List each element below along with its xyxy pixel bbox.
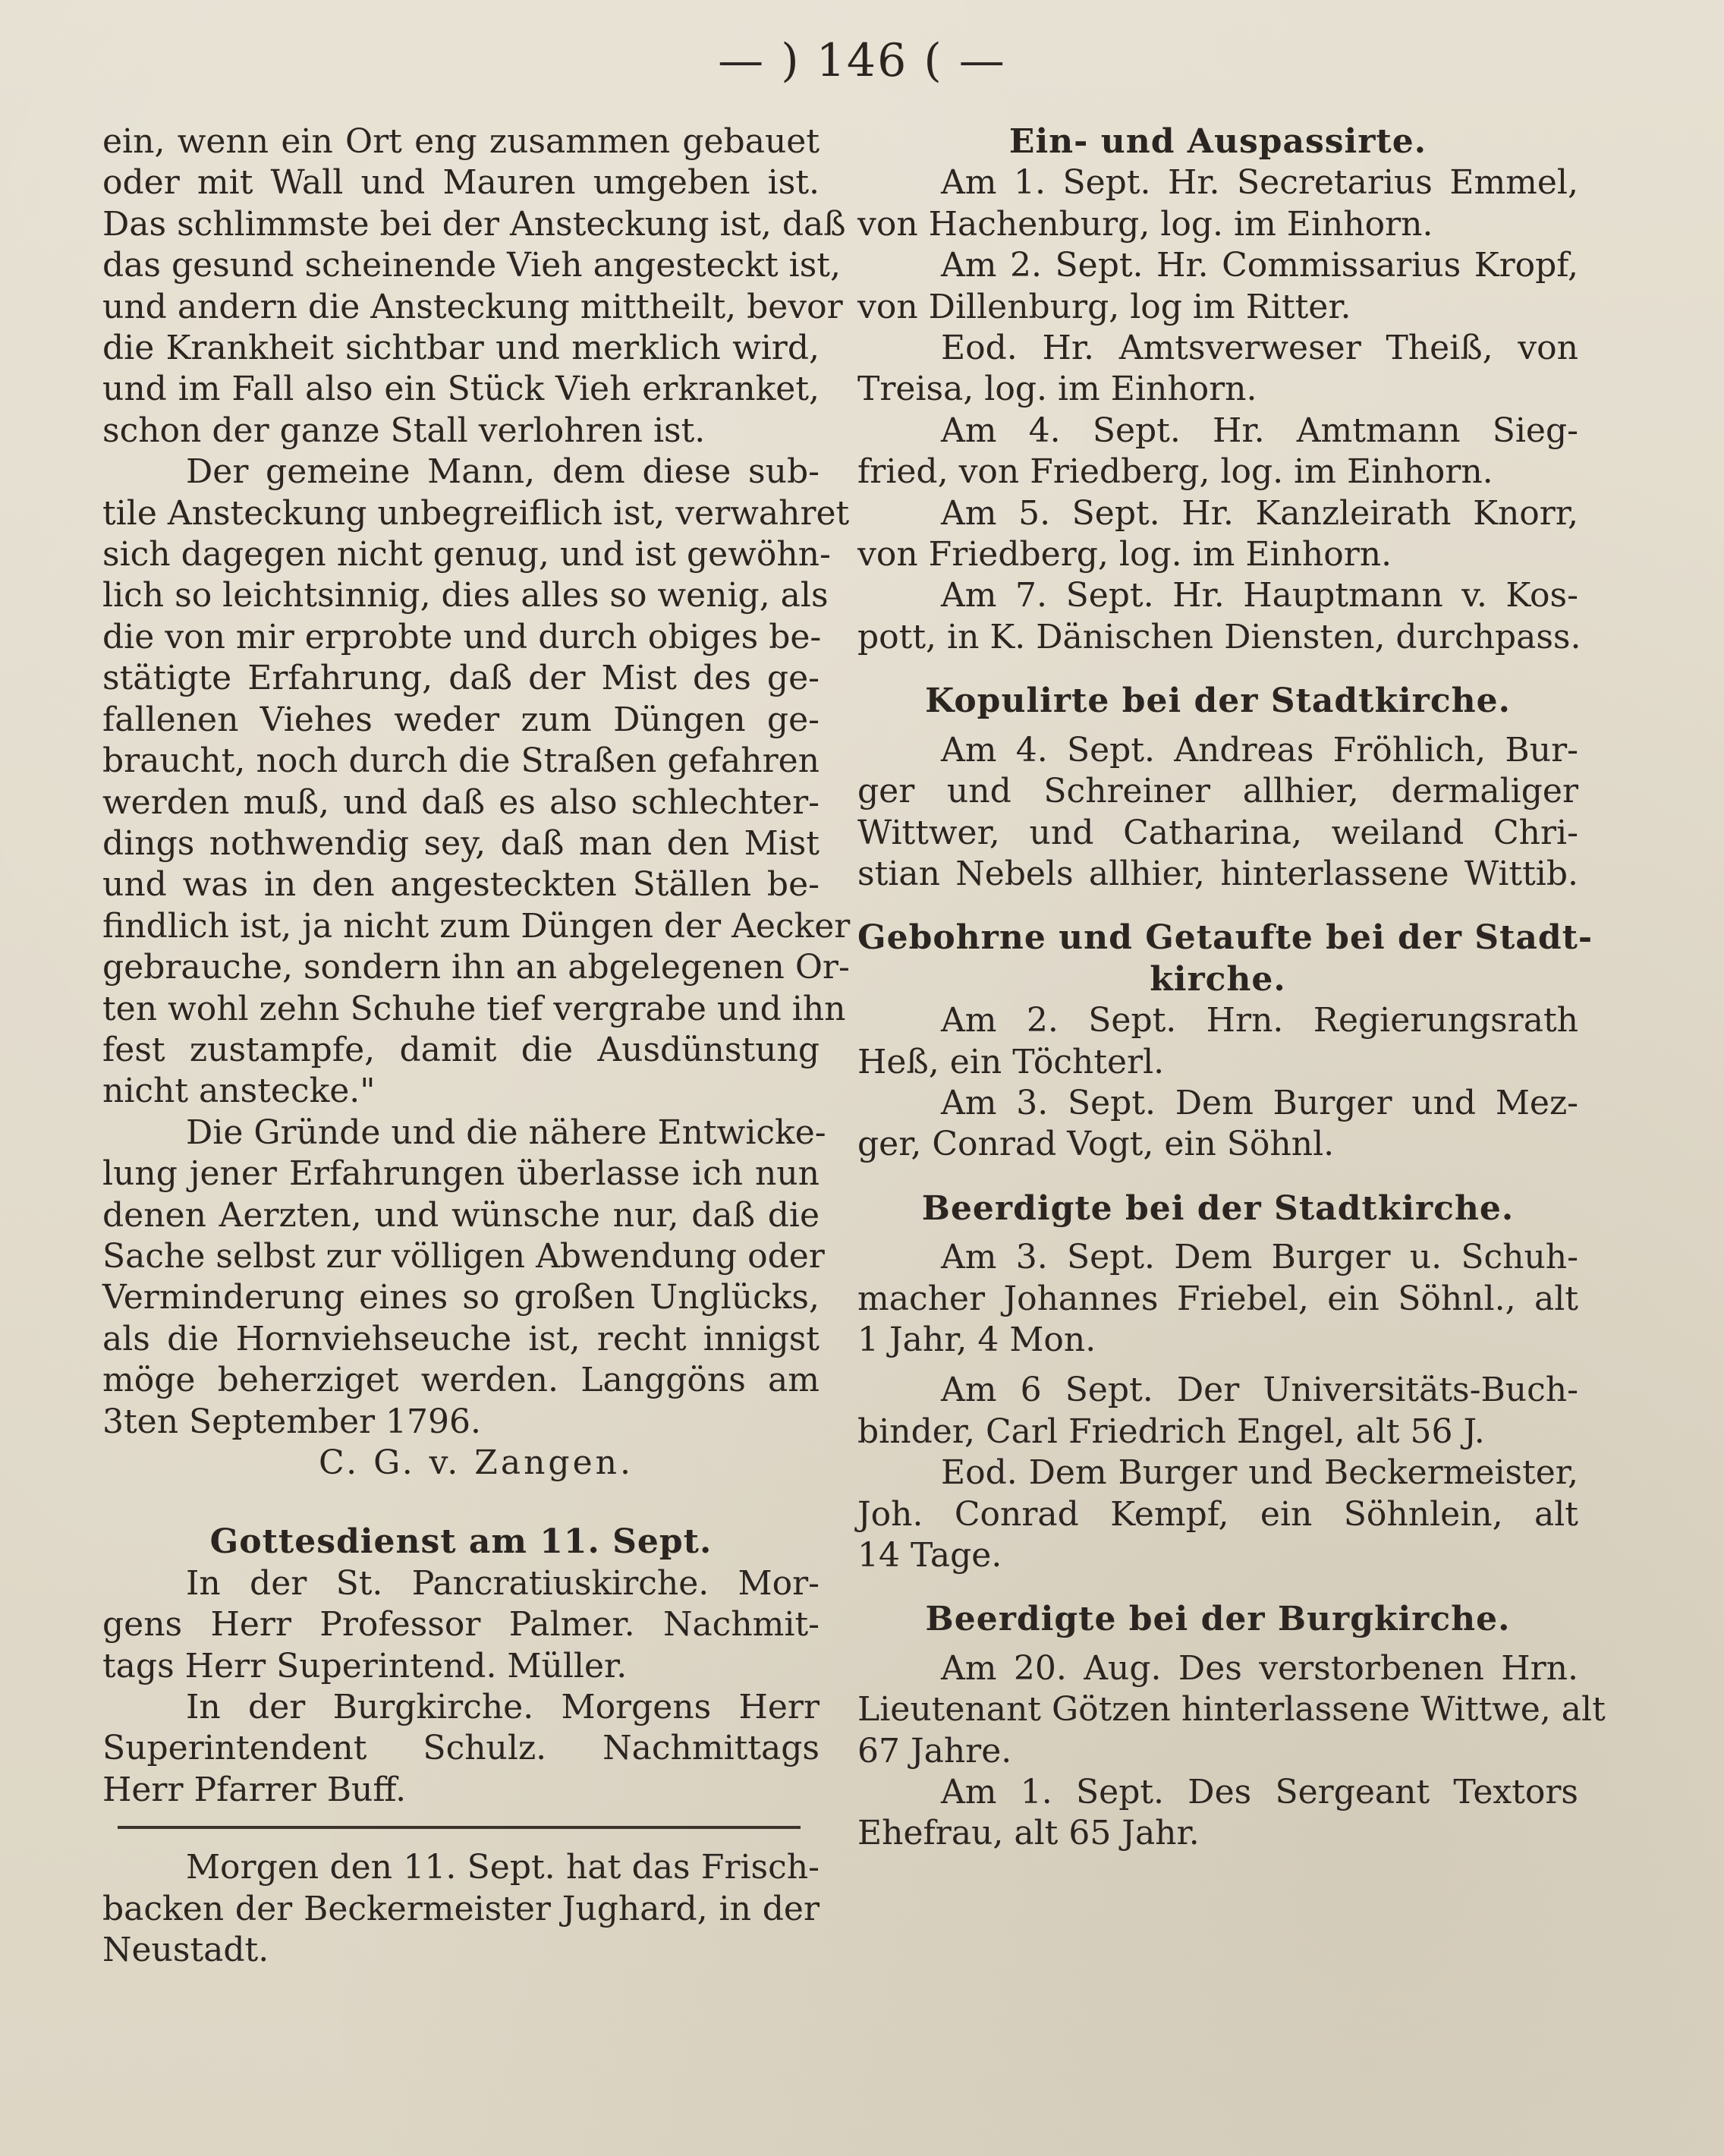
text-line: Superintendent Schulz. Nachmittags bbox=[102, 1729, 820, 1768]
text-line: stätigte Erfahrung, daß der Mist des ge- bbox=[102, 659, 820, 698]
text-line: fest zustampfe, damit die Ausdünstung bbox=[102, 1030, 820, 1069]
text-line: und was in den angesteckten Ställen be- bbox=[102, 865, 820, 905]
married-heading: Kopulirte bei der Stadtkirche. bbox=[925, 681, 1511, 721]
text-line: ger, Conrad Vogt, ein Söhnl. bbox=[857, 1125, 1335, 1164]
right-text bbox=[857, 121, 1606, 1855]
text-line: ten wohl zehn Schuhe tief vergrabe und ihn bbox=[102, 989, 846, 1028]
left-column bbox=[102, 121, 851, 1971]
born-heading-cont: kirche. bbox=[1150, 959, 1286, 999]
text-line: dings nothwendig sey, daß man den Mist bbox=[102, 823, 820, 863]
text-line: Die Gründe und die nähere Entwicke- bbox=[186, 1113, 826, 1152]
text-line: schon der ganze Stall verlohren ist. bbox=[102, 411, 706, 450]
text-line: 3ten September 1796. bbox=[102, 1402, 482, 1441]
text-line: findlich ist, ja nicht zum Düngen der Aecker bbox=[102, 906, 851, 946]
text-line: fallenen Viehes weder zum Düngen ge- bbox=[102, 700, 820, 739]
text-line: Ehefrau, alt 65 Jahr. bbox=[857, 1814, 1200, 1853]
right-column bbox=[857, 121, 1606, 1855]
buried-city-heading: Beerdigte bei der Stadtkirche. bbox=[921, 1188, 1515, 1228]
text-line: gebrauche, sondern ihn an abgelegenen Or- bbox=[102, 948, 850, 987]
text-line: braucht, noch durch die Straßen gefahren bbox=[102, 741, 820, 781]
text-line: Am 4. Sept. Hr. Amtmann Sieg- bbox=[941, 411, 1578, 450]
text-line: Eod. Dem Burger und Beckermeister, bbox=[941, 1453, 1578, 1493]
page-number: — ) 146 ( — bbox=[718, 34, 1006, 87]
text-line: Am 6 Sept. Der Universitäts-Buch- bbox=[941, 1371, 1578, 1410]
text-line: tags Herr Superintend. Müller. bbox=[102, 1646, 628, 1685]
text-line: ein, wenn ein Ort eng zusammen gebauet bbox=[102, 122, 820, 161]
text-line: fried, von Friedberg, log. im Einhorn. bbox=[857, 452, 1493, 492]
text-line: Am 1. Sept. Des Sergeant Textors bbox=[941, 1773, 1578, 1812]
text-line: Am 2. Sept. Hr. Commissarius Kropf, bbox=[941, 246, 1578, 285]
text-line: Am 4. Sept. Andreas Fröhlich, Bur- bbox=[941, 730, 1578, 770]
text-line: denen Aerzten, und wünsche nur, daß die bbox=[102, 1195, 820, 1235]
separator-rule bbox=[118, 1826, 801, 1829]
text-line: von Dillenburg, log im Ritter. bbox=[857, 287, 1351, 326]
text-line: lich so leichtsinnig, dies alles so wenig, als bbox=[102, 576, 829, 615]
text-line: 14 Tage. bbox=[857, 1536, 1002, 1575]
text-line: binder, Carl Friedrich Engel, alt 56 J. bbox=[857, 1412, 1485, 1451]
text-line: Am 2. Sept. Hrn. Regierungsrath bbox=[941, 1001, 1578, 1040]
text-line: pott, in K. Dänischen Diensten, durchpass. bbox=[857, 617, 1581, 656]
text-line: In der Burgkirche. Morgens Herr bbox=[186, 1688, 820, 1727]
text-line: Eod. Hr. Amtsverweser Theiß, von bbox=[941, 329, 1578, 368]
text-line: gens Herr Professor Palmer. Nachmit- bbox=[102, 1605, 820, 1645]
text-line: von Hachenburg, log. im Einhorn. bbox=[857, 204, 1433, 244]
text-line: Am 1. Sept. Hr. Secretarius Emmel, bbox=[941, 163, 1578, 203]
text-line: die von mir erprobte und durch obiges be- bbox=[102, 617, 822, 656]
text-line: 1 Jahr, 4 Mon. bbox=[857, 1320, 1096, 1359]
text-line: Joh. Conrad Kempf, ein Söhnlein, alt bbox=[857, 1494, 1578, 1534]
born-heading: Gebohrne und Getaufte bei der Stadt- bbox=[857, 918, 1593, 958]
text-line: Am 3. Sept. Dem Burger u. Schuh- bbox=[941, 1238, 1578, 1277]
text-line: als die Hornviehseuche ist, recht innigst bbox=[102, 1319, 820, 1358]
text-line: lung jener Erfahrungen überlasse ich nun bbox=[102, 1154, 820, 1194]
text-line: Am 3. Sept. Dem Burger und Mez- bbox=[941, 1083, 1578, 1122]
text-line: Verminderung eines so großen Unglücks, bbox=[102, 1278, 820, 1317]
text-line: macher Johannes Friebel, ein Söhnl., alt bbox=[857, 1279, 1578, 1318]
worship-heading: Gottesdienst am 11. Sept. bbox=[209, 1522, 713, 1562]
text-line: Morgen den 11. Sept. hat das Frisch- bbox=[186, 1848, 820, 1887]
signature: C. G. v. Zangen. bbox=[319, 1443, 634, 1482]
text-line: Wittwer, und Catharina, weiland Chri- bbox=[857, 813, 1578, 852]
text-line: Neustadt. bbox=[102, 1931, 269, 1970]
text-line: oder mit Wall und Mauren umgeben ist. bbox=[102, 163, 820, 203]
text-line: In der St. Pancratiuskirche. Mor- bbox=[186, 1563, 820, 1603]
text-line: Das schlimmste bei der Ansteckung ist, daß bbox=[102, 204, 846, 244]
text-line: sich dagegen nicht genug, und ist gewöhn- bbox=[102, 535, 831, 574]
text-line: ger und Schreiner allhier, dermaliger bbox=[857, 772, 1578, 811]
text-line: Am 5. Sept. Hr. Kanzleirath Knorr, bbox=[941, 493, 1578, 533]
text-line: nicht anstecke." bbox=[102, 1072, 376, 1111]
text-line: und andern die Ansteckung mittheilt, bevor bbox=[102, 287, 843, 326]
text-line: Treisa, log. im Einhorn. bbox=[857, 370, 1257, 409]
text-line: Der gemeine Mann, dem diese sub- bbox=[186, 452, 820, 492]
buried-castle-heading: Beerdigte bei der Burgkirche. bbox=[925, 1600, 1511, 1639]
text-line: und im Fall also ein Stück Vieh erkranket, bbox=[102, 370, 820, 409]
text-line: Am 7. Sept. Hr. Hauptmann v. Kos- bbox=[941, 576, 1578, 615]
text-line: die Krankheit sichtbar und merklich wird, bbox=[102, 329, 820, 368]
text-line: werden muß, und daß es also schlechter- bbox=[102, 782, 820, 822]
text-line: Herr Pfarrer Buff. bbox=[102, 1770, 407, 1809]
text-line: Sache selbst zur völligen Abwendung oder bbox=[102, 1236, 825, 1276]
text-line: tile Ansteckung unbegreiflich ist, verwahret bbox=[102, 493, 850, 533]
text-line: von Friedberg, log. im Einhorn. bbox=[857, 535, 1392, 574]
text-line: 67 Jahre. bbox=[857, 1731, 1012, 1770]
text-line: möge beherziget werden. Langgöns am bbox=[102, 1361, 820, 1400]
text-line: backen der Beckermeister Jughard, in der bbox=[102, 1889, 820, 1928]
text-line: das gesund scheinende Vieh angesteckt ist, bbox=[102, 246, 841, 285]
text-line: Heß, ein Töchterl. bbox=[857, 1042, 1165, 1081]
text-line: Am 20. Aug. Des verstorbenen Hrn. bbox=[941, 1648, 1578, 1688]
text-line: stian Nebels allhier, hinterlassene Wittib. bbox=[857, 854, 1578, 893]
left-text bbox=[102, 121, 851, 1971]
text-line: Lieutenant Götzen hinterlassene Wittwe, alt bbox=[857, 1690, 1606, 1730]
arrivals-heading: Ein- und Auspassirte. bbox=[1008, 122, 1427, 161]
